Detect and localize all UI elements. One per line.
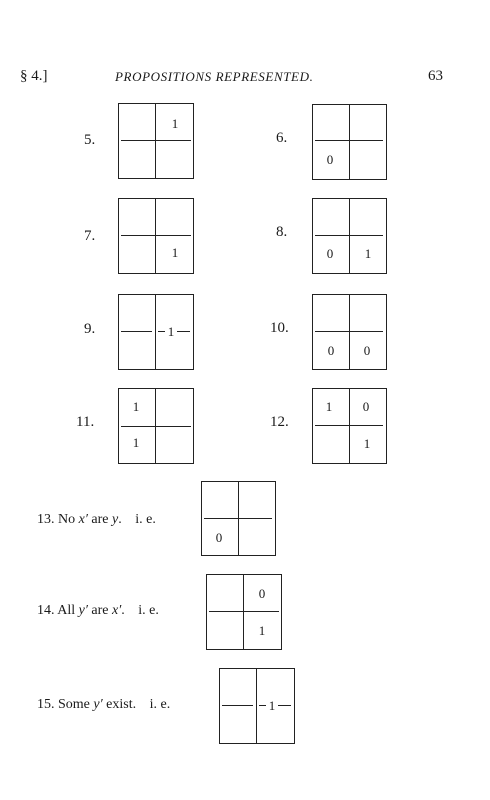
cell-value: 0 xyxy=(215,530,223,545)
diagram-divider xyxy=(259,705,266,706)
cell-value: 1 xyxy=(132,435,140,450)
diagram-divider xyxy=(349,104,350,180)
cell-value: 1 xyxy=(171,245,179,260)
diagram-divider xyxy=(349,294,350,370)
diagram-divider xyxy=(121,140,191,141)
diagram-divider xyxy=(121,235,191,236)
diagram-divider xyxy=(155,294,156,370)
proposition-term: y′ xyxy=(93,697,103,712)
proposition-text: Some xyxy=(58,697,94,712)
diagram-number: 9. xyxy=(84,321,96,337)
proposition-text: No xyxy=(58,512,79,527)
diagram-frame xyxy=(206,574,282,650)
cell-value: 0 xyxy=(327,343,335,358)
diagram-number: 5. xyxy=(84,132,96,148)
diagram-divider xyxy=(158,331,165,332)
proposition-term: y xyxy=(112,512,119,527)
page-number: 63 xyxy=(428,68,443,84)
diagram-number: 7. xyxy=(84,228,96,244)
diagram-divider xyxy=(349,198,350,274)
proposition-text: exist. xyxy=(102,697,137,712)
cell-value: 0 xyxy=(258,586,266,601)
proposition-text: . xyxy=(121,603,125,618)
diagram-divider xyxy=(204,518,272,519)
proposition-15 xyxy=(37,697,170,713)
cell-value: 0 xyxy=(326,152,334,167)
ie-label: i. e. xyxy=(149,697,171,712)
diagram-divider xyxy=(155,198,156,274)
proposition-13 xyxy=(37,512,156,528)
proposition-number: 14. xyxy=(37,603,55,618)
diagram-divider xyxy=(209,611,279,612)
proposition-14 xyxy=(37,603,159,619)
diagram-frame xyxy=(118,103,194,179)
cell-value: 1 xyxy=(266,699,278,712)
diagram-divider xyxy=(256,668,257,744)
diagram-number: 11. xyxy=(76,414,95,430)
cell-value: 1 xyxy=(258,623,266,638)
cell-value: 1 xyxy=(363,436,371,451)
diagram-divider xyxy=(315,140,383,141)
page-header xyxy=(0,68,490,88)
proposition-number: 13. xyxy=(37,512,55,527)
diagram-divider xyxy=(155,103,156,179)
diagram-frame xyxy=(118,198,194,274)
diagram-divider xyxy=(222,705,253,706)
diagram-divider xyxy=(349,388,350,464)
cell-value: 0 xyxy=(362,399,370,414)
proposition-number: 15. xyxy=(37,697,55,712)
cell-value: 0 xyxy=(326,246,334,261)
diagram-divider xyxy=(315,331,383,332)
cell-value: 1 xyxy=(325,399,333,414)
cell-value: 0 xyxy=(363,343,371,358)
diagram-divider xyxy=(278,705,291,706)
proposition-term: y′ xyxy=(78,603,88,618)
diagram-number: 12. xyxy=(270,414,289,430)
diagram-number: 8. xyxy=(276,224,288,240)
proposition-term: x′ xyxy=(78,512,88,527)
ie-label: i. e. xyxy=(138,603,159,618)
diagram-divider xyxy=(121,331,152,332)
section-marker: § 4.] xyxy=(20,68,48,84)
diagram-number: 10. xyxy=(270,320,289,336)
diagram-divider xyxy=(315,425,383,426)
cell-value: 1 xyxy=(171,116,179,131)
diagram-frame xyxy=(219,668,295,744)
cell-value: 1 xyxy=(364,246,372,261)
diagram-divider xyxy=(315,235,383,236)
running-title: PROPOSITIONS REPRESENTED. xyxy=(115,69,314,84)
proposition-text: . xyxy=(118,512,122,527)
proposition-text: are xyxy=(87,603,112,618)
ie-label: i. e. xyxy=(135,512,156,527)
diagram-frame xyxy=(118,294,194,370)
diagram-divider xyxy=(121,426,191,427)
cell-value: 1 xyxy=(132,399,140,414)
diagram-divider xyxy=(177,331,190,332)
proposition-text: All xyxy=(57,603,79,618)
proposition-text: are xyxy=(87,512,112,527)
diagram-number: 6. xyxy=(276,130,288,146)
proposition-term: x′ xyxy=(112,603,122,618)
diagram-divider xyxy=(243,574,244,650)
cell-value: 1 xyxy=(165,325,177,338)
